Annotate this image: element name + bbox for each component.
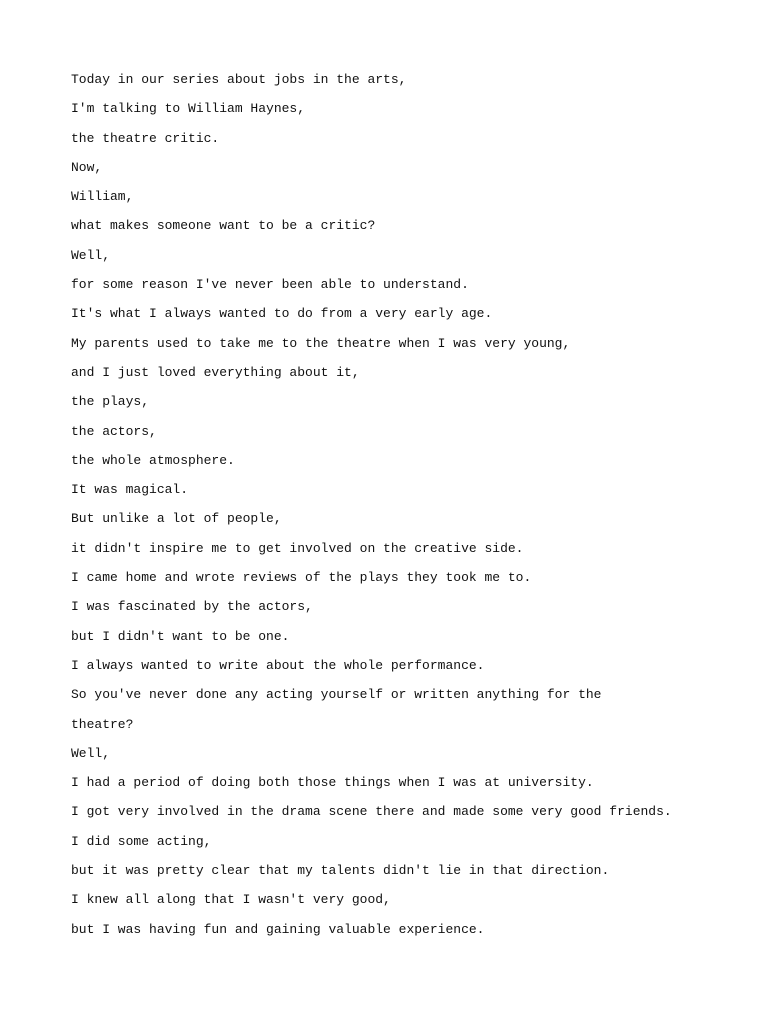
transcript-line: Today in our series about jobs in the arts, bbox=[71, 72, 407, 87]
transcript-line: I was fascinated by the actors, bbox=[71, 599, 313, 615]
transcript-line: the theatre critic. bbox=[71, 130, 220, 146]
transcript-line: It's what I always wanted to do from a very early age. bbox=[71, 306, 493, 322]
transcript-line: I had a period of doing both those things when I was at university. bbox=[71, 775, 594, 791]
transcript-line: and I just loved everything about it, bbox=[71, 364, 360, 380]
transcript-line: So you've never done any acting yourself or written anything for the bbox=[71, 687, 602, 703]
transcript-line: William, bbox=[71, 189, 134, 205]
transcript-line: what makes someone want to be a critic? bbox=[71, 218, 376, 234]
transcript-line: but I was having fun and gaining valuable experience. bbox=[71, 921, 485, 937]
transcript-line: but I didn't want to be one. bbox=[71, 628, 290, 644]
transcript-line: Well, bbox=[71, 247, 111, 263]
transcript-line: it didn't inspire me to get involved on the creative side. bbox=[71, 540, 524, 556]
transcript-line: the actors, bbox=[71, 423, 157, 439]
transcript-line: It was magical. bbox=[71, 482, 189, 498]
transcript-line: I did some acting, bbox=[71, 833, 212, 849]
transcript-line: I'm talking to William Haynes, bbox=[71, 101, 306, 117]
transcript-line: theatre? bbox=[71, 716, 134, 732]
transcript-line: Now, bbox=[71, 159, 103, 175]
transcript-line: But unlike a lot of people, bbox=[71, 511, 282, 527]
transcript-document bbox=[71, 69, 761, 948]
transcript-line: but it was pretty clear that my talents didn't lie in that direction. bbox=[71, 863, 610, 879]
transcript-line: I came home and wrote reviews of the plays they took me to. bbox=[71, 570, 532, 586]
transcript-line: for some reason I've never been able to understand. bbox=[71, 277, 469, 293]
transcript-line: My parents used to take me to the theatre when I was very young, bbox=[71, 335, 571, 351]
transcript-line: I got very involved in the drama scene there and made some very good friends. bbox=[71, 804, 672, 820]
transcript-line: I always wanted to write about the whole performance. bbox=[71, 657, 485, 673]
transcript-line: the whole atmosphere. bbox=[71, 452, 235, 468]
transcript-line: I knew all along that I wasn't very good, bbox=[71, 892, 391, 908]
transcript-line: the plays, bbox=[71, 394, 150, 410]
transcript-line: Well, bbox=[71, 745, 111, 761]
